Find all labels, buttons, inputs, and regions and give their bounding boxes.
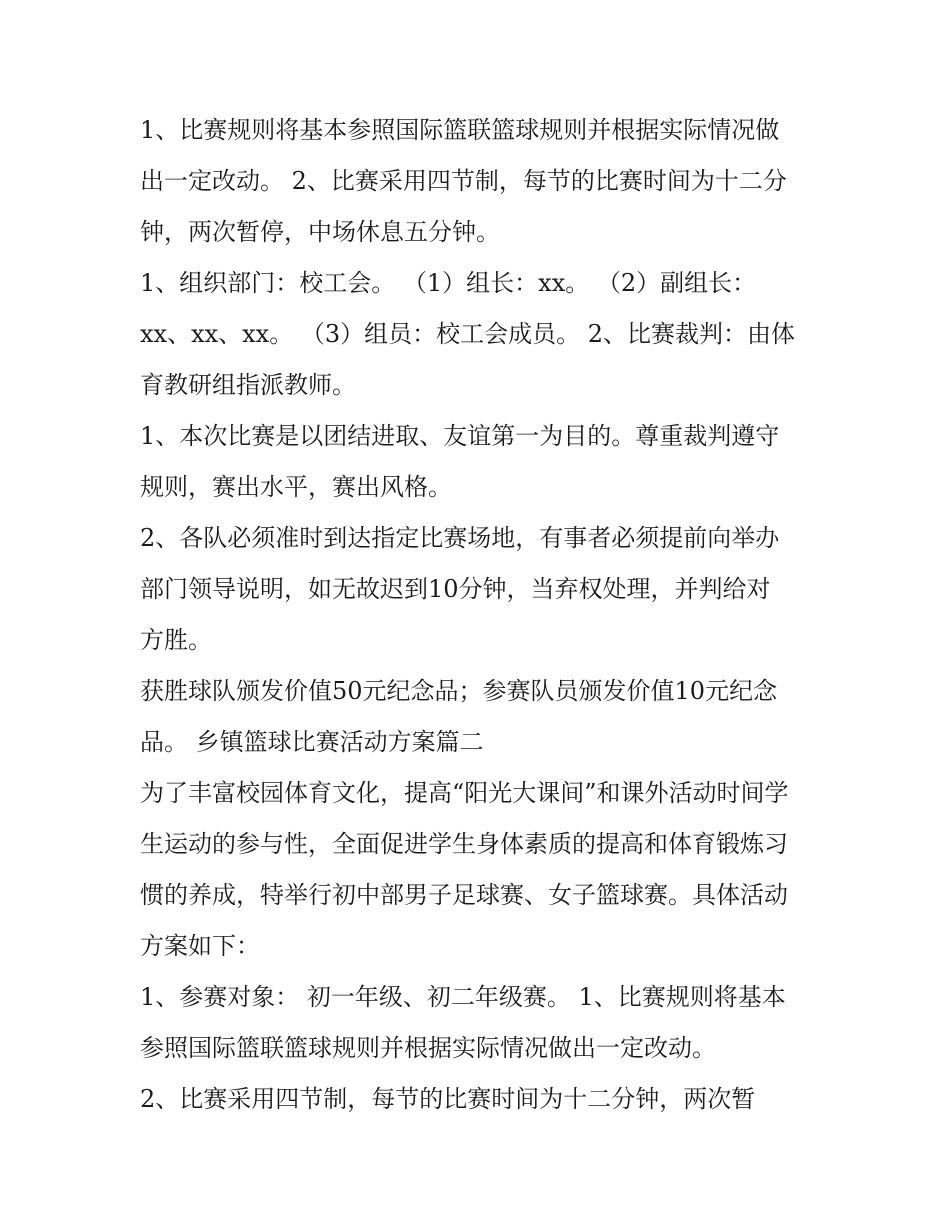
- paragraph-game-rules: [140, 105, 820, 258]
- document-body: [140, 105, 820, 1125]
- paragraph-awards: [140, 666, 820, 768]
- paragraph-introduction: [140, 768, 820, 972]
- text-line: 为了丰富校园体育文化，提高“阳光大课间”和课外活动时间学: [140, 779, 789, 807]
- paragraph-attendance: [140, 513, 820, 666]
- paragraph-organization: [140, 258, 820, 411]
- paragraph-purpose: [140, 411, 820, 513]
- text-line: 部门领导说明，如无故迟到10分钟，当弃权处理，并判给对: [140, 575, 771, 603]
- text-line: 规则，赛出水平，赛出风格。: [140, 473, 452, 501]
- text-line: 1、组织部门：校工会。 （1）组长：xx。 （2）副组长：: [140, 269, 757, 297]
- text-line: 参照国际篮联篮球规则并根据实际情况做出一定改动。: [140, 1034, 716, 1062]
- text-line: 方胜。: [140, 626, 212, 654]
- text-line: 1、比赛规则将基本参照国际篮联篮球规则并根据实际情况做: [140, 116, 780, 144]
- text-line: 出一定改动。 2、比赛采用四节制，每节的比赛时间为十二分: [140, 167, 787, 195]
- text-line: 1、本次比赛是以团结进取、友谊第一为目的。尊重裁判遵守: [140, 422, 780, 450]
- text-line: 惯的养成，特举行初中部男子足球赛、女子篮球赛。具体活动: [140, 881, 788, 909]
- text-line: 生运动的参与性，全面促进学生身体素质的提高和体育锻炼习: [140, 830, 788, 858]
- text-line: 品。 乡镇篮球比赛活动方案篇二: [140, 728, 484, 756]
- text-line: 2、比赛采用四节制，每节的比赛时间为十二分钟，两次暂: [140, 1085, 756, 1113]
- text-line: 钟，两次暂停，中场休息五分钟。: [140, 218, 500, 246]
- text-line: 2、各队必须准时到达指定比赛场地，有事者必须提前向举办: [140, 524, 780, 552]
- text-line: 方案如下：: [140, 932, 260, 960]
- text-line: 育教研组指派教师。: [140, 371, 356, 399]
- text-line: 获胜球队颁发价值50元纪念品；参赛队员颁发价值10元纪念: [140, 677, 778, 705]
- paragraph-game-format: [140, 1074, 820, 1125]
- paragraph-participants: [140, 972, 820, 1074]
- text-line: xx、xx、xx。 （3）组员：校工会成员。 2、比赛裁判：由体: [140, 320, 796, 348]
- text-line: 1、参赛对象： 初一年级、初二年级赛。 1、比赛规则将基本: [140, 983, 786, 1011]
